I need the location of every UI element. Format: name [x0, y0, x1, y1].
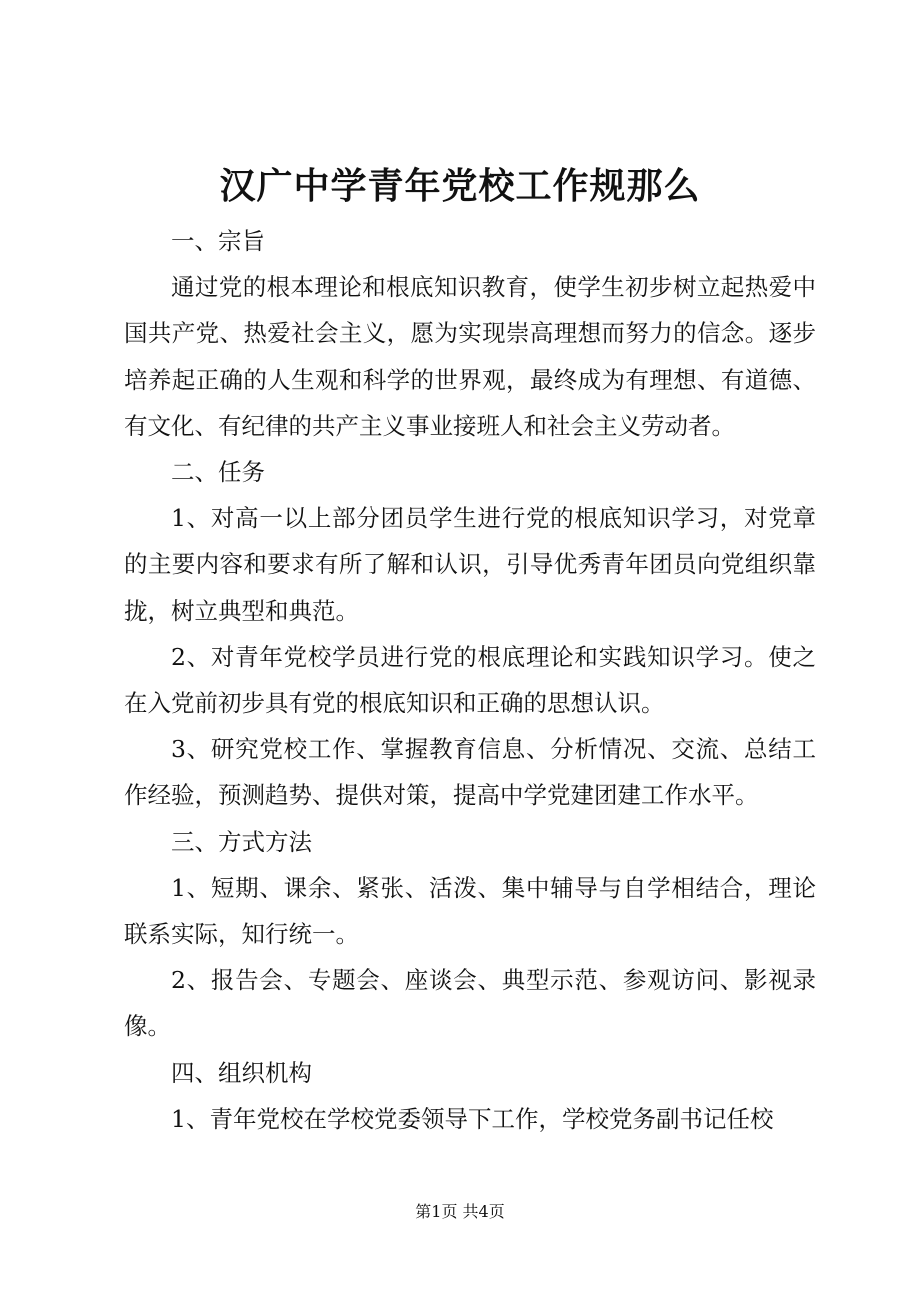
- section-heading-tasks: 二、任务: [171, 458, 265, 487]
- paragraph-organization-1: 1、青年党校在学校党委领导下工作，学校党务副书记任校: [171, 1104, 774, 1133]
- section-heading-organization: 四、组织机构: [171, 1058, 312, 1087]
- paragraph-task-1: 1、对高一以上部分团员学生进行党的根底知识学习，对党章的主要内容和要求有所了解和认识，引导优秀青年团员向党组织靠拢，树立典型和典范。: [124, 504, 816, 625]
- section-heading-methods: 三、方式方法: [171, 827, 312, 856]
- document-body: [124, 218, 816, 1142]
- paragraph-method-1: 1、短期、课余、紧张、活泼、集中辅导与自学相结合，理论联系实际，知行统一。: [124, 873, 816, 949]
- page-footer: 第1页 共4页: [415, 1202, 505, 1221]
- paragraph-task-2: 2、对青年党校学员进行党的根底理论和实践知识学习。使之在入党前初步具有党的根底知识和正确的思想认识。: [124, 642, 816, 718]
- document-title: 汉广中学青年党校工作规那么: [219, 165, 701, 207]
- paragraph-method-2: 2、报告会、专题会、座谈会、典型示范、参观访问、影视录像。: [124, 966, 816, 1041]
- paragraph-task-3: 3、研究党校工作、掌握教育信息、分析情况、交流、总结工作经验，预测趋势、提供对策，提高中学党建团建工作水平。: [124, 735, 816, 810]
- section-heading-purpose: 一、宗旨: [171, 227, 265, 255]
- paragraph-purpose: 通过党的根本理论和根底知识教育，使学生初步树立起热爱中国共产党、热爱社会主义，愿为实现崇高理想而努力的信念。逐步培养起正确的人生观和科学的世界观，最终成为有理想、有道德、有文化、有纪律的共产主义事业接班人和社会主义劳动者。: [124, 273, 816, 440]
